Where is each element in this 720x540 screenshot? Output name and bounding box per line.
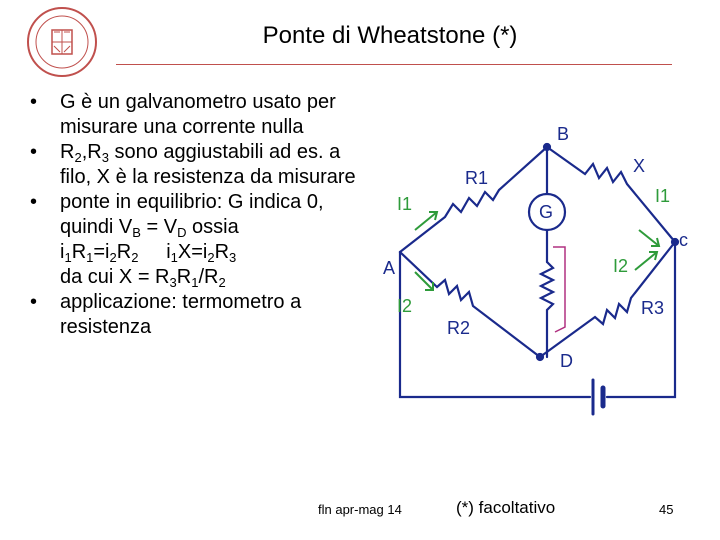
equation-line: da cui $X = R_3R_1/R_2$ (60, 266, 226, 290)
page-number: 45 (659, 502, 674, 517)
title-divider (116, 64, 672, 65)
node-label-d: D (560, 351, 573, 371)
bullet-item (30, 190, 375, 290)
current-label-i2-right: I2 (613, 256, 629, 276)
current-label-i1-left: I1 (397, 194, 413, 214)
bullet-dot: • (30, 191, 38, 213)
bullet-text: applicazione: termometro a resistenza (60, 291, 302, 338)
node-label-a: A (383, 258, 396, 278)
current-label-i2-left: I2 (397, 296, 413, 316)
current-label-i1-right: I1 (655, 186, 671, 206)
bullet-text: ponte in equilibrio: G indica 0, quindi $V_B = V_D$ ossia (60, 191, 324, 240)
bullet-text: G è un galvanometro usato per misurare una corrente nulla (60, 91, 336, 138)
galvanometer-label: G (539, 202, 554, 222)
university-seal-icon (26, 6, 98, 78)
node-label-b: B (557, 124, 570, 144)
node-label-c: c (679, 230, 688, 250)
wheatstone-bridge-diagram (375, 112, 705, 437)
bullet-text: $R_2,R_3$ sono aggiustabili ad es. a filo, X è la resistenza da misurare (60, 141, 356, 188)
footer-note: (*) facoltativo (456, 498, 556, 517)
bullet-dot: • (30, 291, 38, 313)
bullet-item (30, 290, 375, 340)
equation-line: $i_1R_1=i_2R_2$ $i_1X=i_2R_3$ (60, 241, 237, 265)
bullet-dot: • (30, 141, 38, 163)
bullet-item (30, 90, 375, 140)
resistor-label-r1: R1 (465, 168, 489, 188)
slide-title: Ponte di Wheatstone (*) (262, 22, 518, 49)
bullet-dot: • (30, 91, 38, 113)
resistor-label-x: X (633, 156, 646, 176)
footer-course: fln apr-mag 14 (318, 502, 402, 517)
bullet-list (30, 90, 375, 340)
bullet-item (30, 140, 375, 190)
resistor-label-r3: R3 (641, 298, 665, 318)
resistor-label-r2: R2 (447, 318, 471, 338)
